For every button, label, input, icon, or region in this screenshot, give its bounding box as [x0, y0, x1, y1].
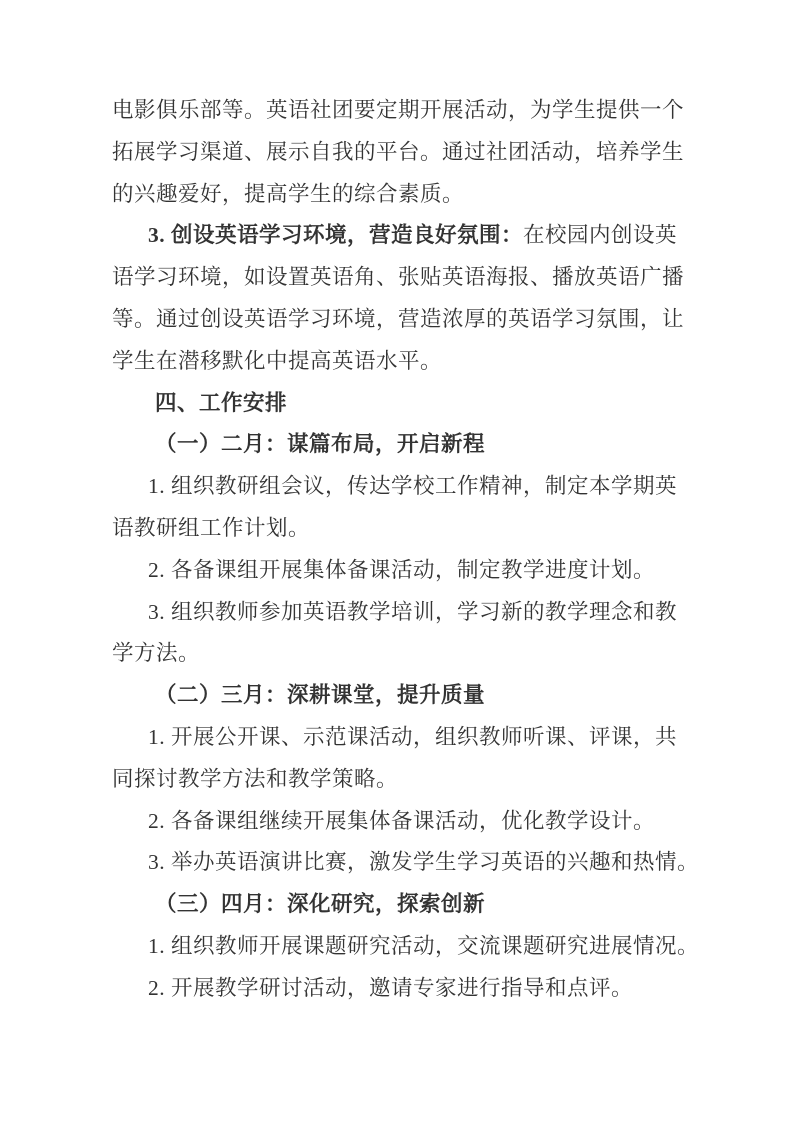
- line-text: 同探讨教学方法和教学策略。: [112, 766, 399, 791]
- text-line: [112, 174, 685, 216]
- text-line: [112, 341, 685, 383]
- text-line: [112, 383, 685, 425]
- line-text: 的兴趣爱好，提高学生的综合素质。: [112, 181, 465, 206]
- line-text: 学生在潜移默化中提高英语水平。: [112, 348, 443, 373]
- line-text: 3. 组织教师参加英语教学培训，学习新的教学理念和教: [148, 599, 678, 624]
- line-text: 1. 组织教研组会议，传达学校工作精神，制定本学期英: [148, 474, 678, 499]
- text-line: [112, 215, 685, 257]
- text-line: [112, 842, 700, 884]
- line-text: 电影俱乐部等。英语社团要定期开展活动，为学生提供一个: [112, 98, 685, 122]
- line-text: 语学习环境，如设置英语角、张贴英语海报、播放英语广播: [112, 265, 685, 290]
- line-bold-text: （三）四月：深化研究，探索创新: [155, 892, 486, 917]
- line-bold-text: （一）二月：谋篇布局，开启新程: [155, 432, 486, 457]
- line-text: 1. 开展公开课、示范课活动，组织教师听课、评课，共: [148, 724, 678, 749]
- text-line: [112, 424, 685, 466]
- line-text: 语教研组工作计划。: [112, 515, 311, 540]
- document-body: [112, 90, 700, 1010]
- text-line: [112, 90, 685, 132]
- text-line: [112, 717, 685, 759]
- text-line: [112, 801, 685, 843]
- text-line: [112, 550, 685, 592]
- text-line: [112, 968, 685, 1010]
- line-text: 1. 组织教师开展课题研究活动，交流课题研究进展情况。: [148, 933, 700, 958]
- line-bold-text: 四、工作安排: [155, 390, 288, 415]
- line-text: 拓展学习渠道、展示自我的平台。通过社团活动，培养学生: [112, 139, 685, 164]
- line-text: 等。通过创设英语学习环境，营造浓厚的英语学习氛围，让: [112, 306, 685, 331]
- line-bold-text: （二）三月：深耕课堂，提升质量: [155, 683, 486, 708]
- text-line: [112, 257, 685, 299]
- text-line: [112, 466, 685, 508]
- text-line: [112, 926, 700, 968]
- text-line: [112, 132, 685, 174]
- text-line: [112, 675, 685, 717]
- text-line: [112, 759, 685, 801]
- text-line: [112, 884, 685, 926]
- line-bold-text: 3. 创设英语学习环境，营造良好氛围：: [148, 223, 524, 248]
- line-text: 学方法。: [112, 641, 201, 666]
- line-text: 2. 开展教学研讨活动，邀请专家进行指导和点评。: [148, 975, 634, 1000]
- line-text: 在校园内创设英: [523, 223, 678, 248]
- text-line: [112, 508, 685, 550]
- text-line: [112, 299, 685, 341]
- line-text: 3. 举办英语演讲比赛，激发学生学习英语的兴趣和热情。: [148, 850, 700, 875]
- text-line: [112, 633, 685, 675]
- text-line: [112, 592, 685, 634]
- line-text: 2. 各备课组开展集体备课活动，制定教学进度计划。: [148, 557, 656, 582]
- line-text: 2. 各备课组继续开展集体备课活动，优化教学设计。: [148, 808, 656, 833]
